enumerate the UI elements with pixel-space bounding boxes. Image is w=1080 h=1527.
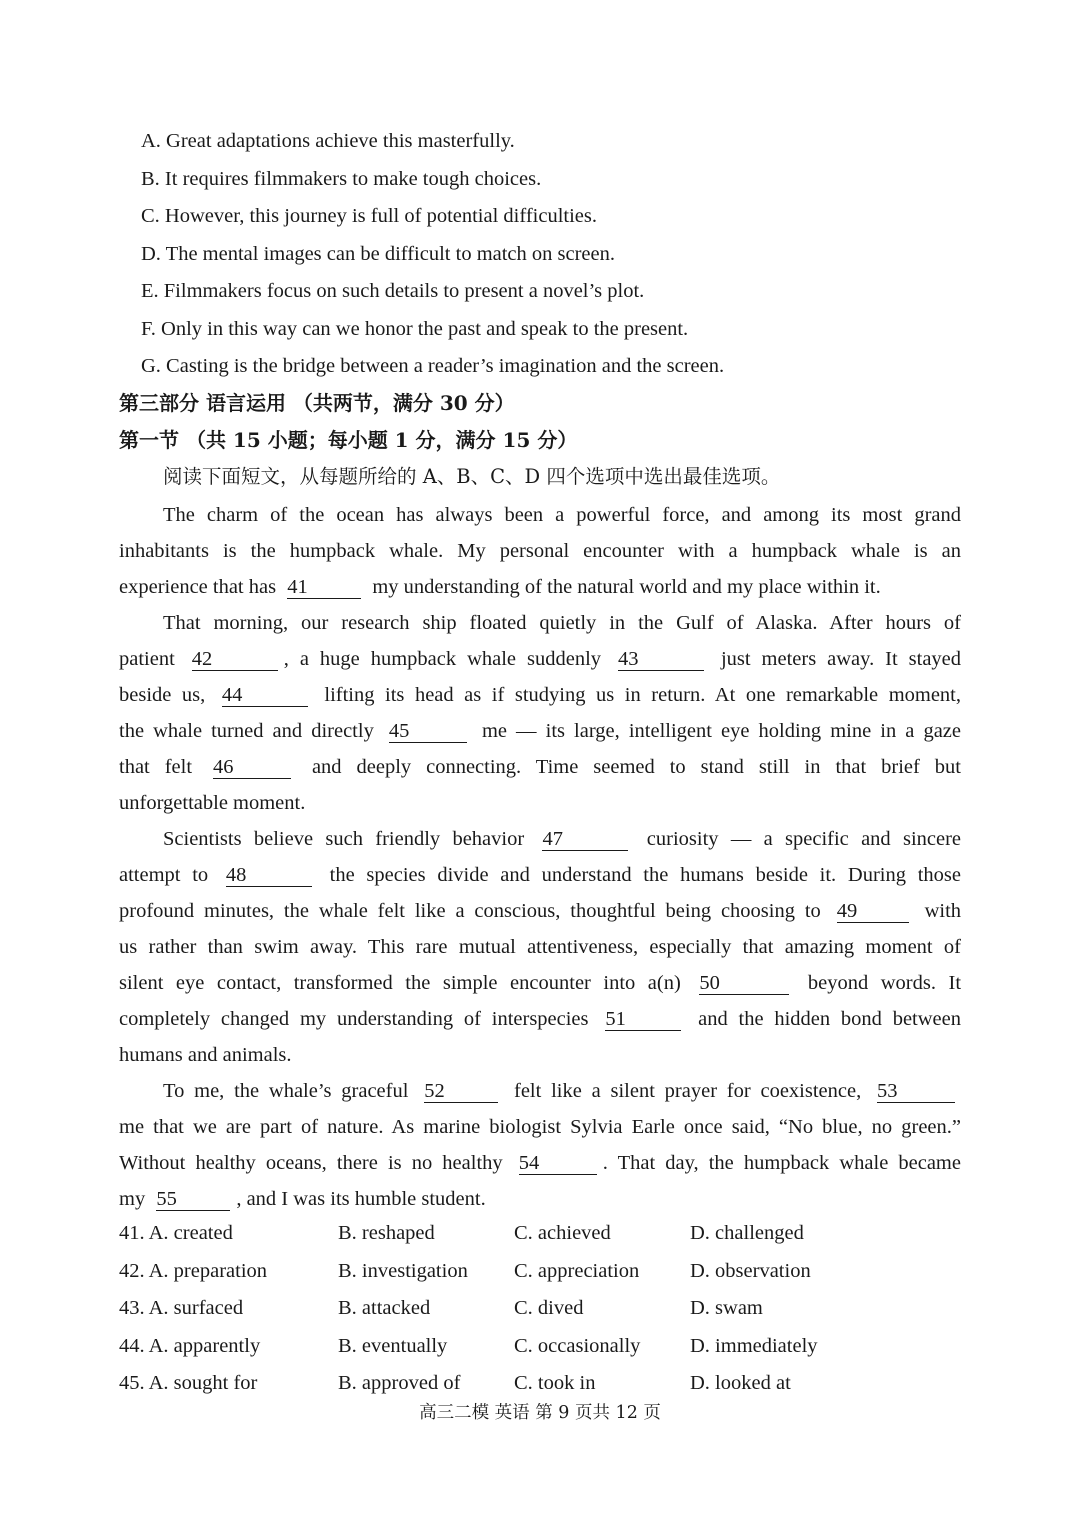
blank-41[interactable]: 41 (287, 576, 361, 599)
passage-line: Scientists believe such friendly behavior 47 curiosity — a specific and sincere (163, 828, 961, 850)
passage-line: beside us, 44 lifting its head as if studying us in return. At one remarkable moment, (119, 684, 961, 706)
question-row (119, 1328, 1019, 1366)
page-footer: 高三二模 英语 第 9 页共 12 页 (419, 1403, 661, 1423)
choice-c[interactable]: C. took in (514, 1372, 596, 1394)
sentence-options (141, 123, 724, 386)
passage-line: The charm of the ocean has always been a powerful force, and among its most grand (163, 504, 961, 526)
choice-b[interactable]: B. eventually (338, 1334, 448, 1357)
passage-line: my 55 , and I was its humble student. (119, 1188, 486, 1210)
question-row (119, 1215, 1019, 1253)
choice-a[interactable]: 44. A. apparently (119, 1334, 261, 1357)
passage-line: That morning, our research ship floated quietly in the Gulf of Alaska. After hours of (163, 612, 961, 634)
blank-42[interactable]: 42 (192, 648, 278, 671)
answer-choices (119, 1215, 1019, 1403)
passage-line: unforgettable moment. (119, 792, 306, 814)
blank-54[interactable]: 54 (519, 1152, 597, 1175)
choice-c[interactable]: C. dived (514, 1297, 584, 1319)
option-d: D. The mental images can be difficult to match on screen. (141, 242, 616, 265)
passage-line: that felt 46 and deeply connecting. Time seemed to stand still in that brief but (119, 756, 961, 778)
choice-a[interactable]: 41. A. created (119, 1222, 233, 1244)
option-f: F. Only in this way can we honor the past and speak to the present. (141, 317, 689, 340)
blank-47[interactable]: 47 (542, 828, 628, 851)
option-e: E. Filmmakers focus on such details to present a novel’s plot. (141, 280, 645, 302)
passage-line: humans and animals. (119, 1044, 292, 1066)
question-row (119, 1290, 1019, 1328)
choice-d[interactable]: D. swam (690, 1297, 763, 1319)
passage-line: patient 42 , a huge humpback whale suddenly 43 just meters away. It stayed (119, 648, 961, 670)
choice-a[interactable]: 42. A. preparation (119, 1259, 268, 1282)
choice-a[interactable]: 45. A. sought for (119, 1372, 258, 1394)
blank-51[interactable]: 51 (605, 1008, 681, 1031)
option-b: B. It requires filmmakers to make tough choices. (141, 167, 542, 190)
passage-line: experience that has 41 my understanding of the natural world and my place within it. (119, 576, 881, 598)
blank-50[interactable]: 50 (699, 972, 789, 995)
choice-a[interactable]: 43. A. surfaced (119, 1297, 244, 1319)
choice-b[interactable]: B. investigation (338, 1259, 468, 1282)
choice-c[interactable]: C. appreciation (514, 1259, 640, 1282)
passage-line: Without healthy oceans, there is no healthy 54 . That day, the humpback whale became (119, 1152, 961, 1174)
part-heading: 第三部分 语言运用 （共两节，满分 30 分） (119, 391, 515, 415)
passage-line: completely changed my understanding of interspecies 51 and the hidden bond between (119, 1008, 961, 1030)
option-g: G. Casting is the bridge between a reader’s imagination and the screen. (141, 355, 725, 377)
blank-48[interactable]: 48 (226, 864, 312, 887)
passage-line: profound minutes, the whale felt like a conscious, thoughtful being choosing to 49 with (119, 900, 961, 922)
blank-53[interactable]: 53 (877, 1080, 955, 1103)
blank-45[interactable]: 45 (389, 720, 467, 743)
blank-55[interactable]: 55 (156, 1188, 230, 1211)
option-a: A. Great adaptations achieve this masterfully. (141, 130, 515, 152)
question-row (119, 1253, 1019, 1291)
passage-line: us rather than swim away. This rare mutual attentiveness, especially that amazing moment of (119, 936, 961, 958)
choice-d[interactable]: D. observation (690, 1259, 811, 1282)
choice-c[interactable]: C. achieved (514, 1222, 611, 1244)
section-heading: 第一节 （共 15 小题；每小题 1 分，满分 15 分） (119, 428, 578, 452)
passage-line: inhabitants is the humpback whale. My personal encounter with a humpback whale is an (119, 540, 961, 562)
option-c: C. However, this journey is full of potential difficulties. (141, 205, 597, 227)
blank-49[interactable]: 49 (837, 900, 909, 923)
blank-43[interactable]: 43 (618, 648, 704, 671)
choice-b[interactable]: B. attacked (338, 1297, 431, 1319)
blank-46[interactable]: 46 (213, 756, 291, 779)
passage-line: To me, the whale’s graceful 52 felt like a silent prayer for coexistence, 53 (119, 1073, 961, 1109)
blank-44[interactable]: 44 (222, 684, 308, 707)
passage-line: the whale turned and directly 45 me — its large, intelligent eye holding mine in a gaze (119, 720, 961, 742)
choice-d[interactable]: D. immediately (690, 1334, 818, 1357)
choice-b[interactable]: B. reshaped (338, 1222, 435, 1244)
question-row (119, 1365, 1019, 1403)
blank-52[interactable]: 52 (424, 1080, 498, 1103)
passage-line: me that we are part of nature. As marine biologist Sylvia Earle once said, “No blue, no green.” (119, 1116, 961, 1138)
choice-b[interactable]: B. approved of (338, 1372, 461, 1394)
choice-d[interactable]: D. challenged (690, 1222, 804, 1244)
choice-d[interactable]: D. looked at (690, 1372, 791, 1394)
instruction: 阅读下面短文，从每题所给的 A、B、C、D 四个选项中选出最佳选项。 (163, 465, 781, 488)
passage-line: attempt to 48 the species divide and understand the humans beside it. During those (119, 864, 961, 886)
passage-line: silent eye contact, transformed the simple encounter into a(n) 50 beyond words. It (119, 972, 961, 994)
cloze-passage (119, 497, 961, 1217)
choice-c[interactable]: C. occasionally (514, 1334, 641, 1357)
